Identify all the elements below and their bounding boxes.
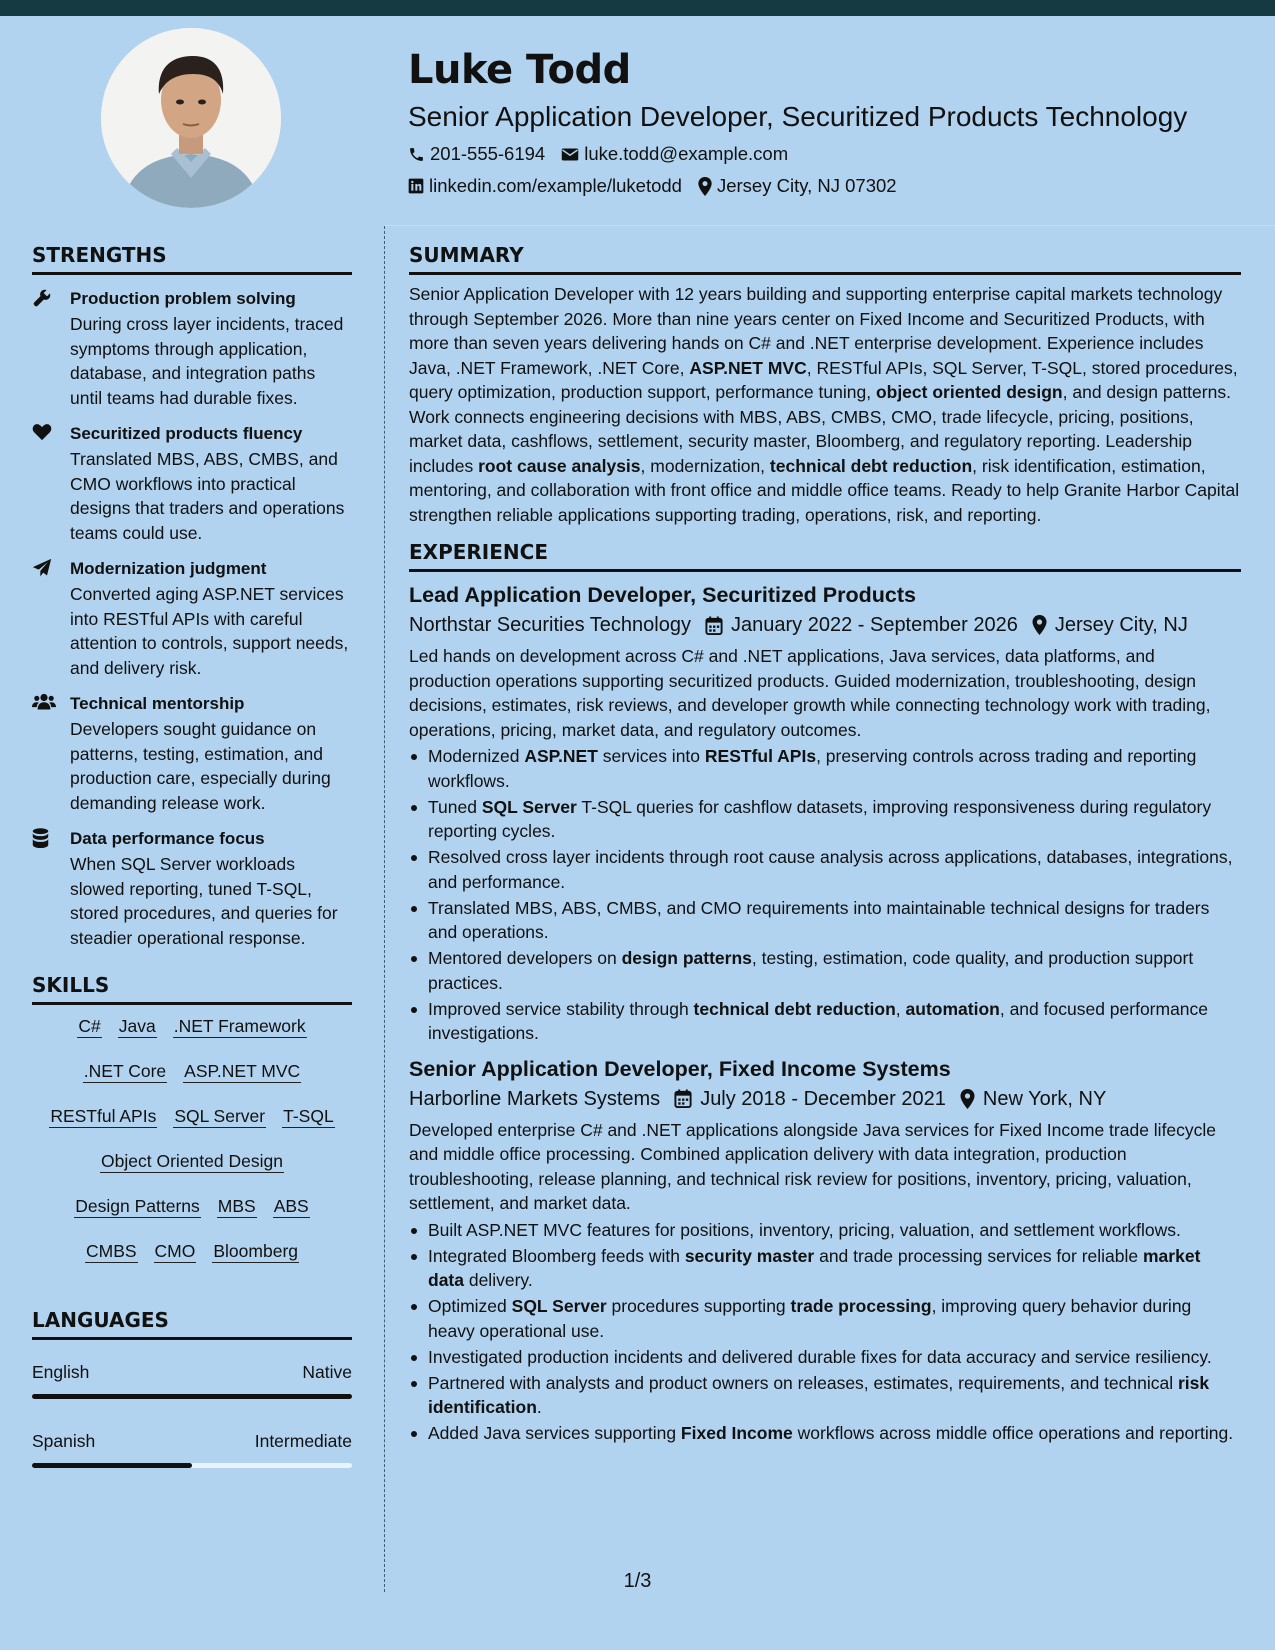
- strength-description: During cross layer incidents, traced symptoms through application, database, and integration paths until teams had durable fixes.: [70, 314, 344, 408]
- map-marker-icon: [960, 1089, 975, 1109]
- job-dates: [705, 610, 1018, 640]
- page-number: 1/3: [623, 1570, 652, 1592]
- phone-icon: [408, 146, 425, 163]
- resume-header: [408, 40, 1248, 202]
- job-location: [960, 1084, 1106, 1114]
- skill-row: [32, 1185, 352, 1230]
- strength-title: Technical mentorship: [70, 694, 245, 713]
- experience-heading: EXPERIENCE: [409, 537, 1241, 572]
- paper-plane-icon: [32, 558, 52, 578]
- skill-row: [32, 1095, 352, 1140]
- skill-chip: MBS: [217, 1196, 256, 1216]
- skill-chip: C#: [78, 1016, 101, 1036]
- language-row: [32, 1360, 352, 1384]
- phone-contact[interactable]: [408, 143, 545, 165]
- job-bullets: [409, 1218, 1241, 1446]
- job-bullets: [409, 744, 1241, 1046]
- language-name: English: [32, 1362, 90, 1382]
- language-proficiency-bar: [32, 1463, 352, 1468]
- skill-chip: Design Patterns: [75, 1196, 200, 1216]
- language-proficiency-fill: [32, 1394, 352, 1399]
- skill-row: [32, 1140, 352, 1185]
- job-title: Lead Application Developer, Securitized Products: [409, 583, 916, 607]
- phone-text: 201-555-6194: [430, 143, 546, 164]
- strength-title: Modernization judgment: [70, 559, 267, 578]
- skills-heading: SKILLS: [32, 970, 352, 1005]
- email-text: luke.todd@example.com: [584, 143, 789, 164]
- envelope-icon: [561, 147, 579, 162]
- skill-chip: ASP.NET MVC: [184, 1061, 301, 1081]
- users-icon: [32, 693, 56, 710]
- job-bullet: Built ASP.NET MVC features for positions, inventory, pricing, valuation, and settlement workflows.: [409, 1218, 1241, 1243]
- skill-chip: ABS: [273, 1196, 309, 1216]
- strength-item: [32, 691, 352, 815]
- database-icon: [32, 828, 49, 848]
- job-bullet: Optimized SQL Server procedures supporting trade processing, improving query behavior during heavy operational use.: [409, 1294, 1241, 1343]
- job-entry: [409, 1054, 1241, 1446]
- language-proficiency-fill: [32, 1463, 192, 1468]
- job-bullet: Translated MBS, ABS, CMBS, and CMO requirements into maintainable technical designs for traders and operations.: [409, 896, 1241, 945]
- summary-text: Senior Application Developer with 12 years building and supporting enterprise capital markets technology through September 2026. More than nine years center on Fixed Income and Securitized Products, with more than seven years delivering hands on C# and .NET enterprise development. Experience includes Java, .NET Framework, .NET Core, ASP.NET MVC, RESTful APIs, SQL Server, T-SQL, stored procedures, query optimization, production support, performance tuning, object oriented design, and design patterns. Work connects engineering decisions with MBS, ABS, CMBS, CMO, trade lifecycle, pricing, positions, market data, cashflows, settlement, security master, Bloomberg, and regulatory reporting. Leadership includes root cause analysis, modernization, technical debt reduction, risk identification, estimation, mentoring, and collaboration with front office and middle office teams. Ready to help Granite Harbor Capital strengthen reliable applications supporting trading, operations, risk, and reporting.: [409, 284, 1240, 525]
- job-meta: [409, 1084, 1241, 1114]
- skill-chip: Java: [118, 1016, 156, 1036]
- skill-row: [32, 1230, 352, 1275]
- strengths-heading: STRENGTHS: [32, 240, 352, 275]
- languages-heading: LANGUAGES: [32, 1305, 352, 1340]
- language-row: [32, 1429, 352, 1453]
- wrench-icon: [32, 288, 52, 308]
- skill-chip: CMBS: [85, 1241, 137, 1261]
- skill-chip: RESTful APIs: [50, 1106, 157, 1126]
- column-divider: [384, 226, 385, 1592]
- location-text: Jersey City, NJ 07302: [716, 175, 897, 196]
- language-level: Intermediate: [254, 1431, 352, 1451]
- skills-list: [32, 1005, 352, 1275]
- job-company: Harborline Markets Systems: [409, 1087, 661, 1110]
- strength-description: When SQL Server workloads slowed reporting, tuned T-SQL, stored procedures, and queries for steadier operational response.: [70, 854, 338, 948]
- language-proficiency-bar: [32, 1394, 352, 1399]
- strength-item: [32, 286, 352, 410]
- job-title: Senior Application Developer, Fixed Income Systems: [409, 1056, 951, 1081]
- calendar-icon: [674, 1089, 692, 1108]
- job-summary: Developed enterprise C# and .NET applications alongside Java services for Fixed Income trade lifecycle and middle office processing. Combined application delivery with data integration, production troubleshooting, release planning, and technical risk review for positions, inventory, pricing, valuation, settlement, and market data.: [409, 1119, 1217, 1213]
- job-bullet: Investigated production incidents and delivered durable fixes for data accuracy and service resiliency.: [409, 1345, 1241, 1370]
- email-contact[interactable]: [561, 143, 788, 165]
- job-bullet: Tuned SQL Server T-SQL queries for cashflow datasets, improving responsiveness during regulatory reporting cycles.: [409, 795, 1241, 844]
- job-bullet: Improved service stability through technical debt reduction, automation, and focused performance investigations.: [409, 997, 1241, 1046]
- linkedin-icon: [408, 178, 424, 194]
- skill-chip: T-SQL: [283, 1106, 334, 1126]
- map-marker-icon: [1032, 615, 1047, 635]
- candidate-name: Luke Todd: [408, 47, 631, 93]
- top-accent-bar: [0, 0, 1275, 16]
- right-column: [409, 240, 1241, 1447]
- linkedin-text: linkedin.com/example/luketodd: [429, 175, 682, 196]
- job-bullet: Partnered with analysts and product owners on releases, estimates, requirements, and technical risk identification.: [409, 1371, 1241, 1420]
- job-bullet: Mentored developers on design patterns, testing, estimation, code quality, and production support practices.: [409, 946, 1241, 995]
- job-dates: [674, 1084, 946, 1114]
- candidate-title: Senior Application Developer, Securitized Products Technology: [408, 101, 1188, 132]
- skill-chip: CMO: [154, 1241, 196, 1261]
- header-divider: [384, 225, 1275, 226]
- job-dates-text: January 2022 - September 2026: [731, 614, 1018, 636]
- location-contact: [698, 175, 897, 197]
- skill-row: [32, 1050, 352, 1095]
- languages-list: [32, 1360, 352, 1468]
- strength-item: [32, 421, 352, 545]
- job-bullet: Resolved cross layer incidents through root cause analysis across applications, databases, integrations, and performance.: [409, 845, 1241, 894]
- contact-row-2: [408, 170, 1248, 202]
- job-bullet: Modernized ASP.NET services into RESTful APIs, preserving controls across trading and reporting workflows.: [409, 744, 1241, 793]
- skill-row: [32, 1005, 352, 1050]
- job-bullet: Added Java services supporting Fixed Income workflows across middle office operations and reporting.: [409, 1421, 1241, 1446]
- map-marker-icon: [698, 177, 712, 196]
- job-company: Northstar Securities Technology: [409, 614, 691, 636]
- job-summary: Led hands on development across C# and .NET applications, Java services, data platforms, and production operations supporting securitized products. Guided modernization, troubleshooting, design decisions, estimates, risk reviews, and developer growth while connecting technology work with trading, operations, pricing, market data, and regulatory outcomes.: [409, 646, 1211, 740]
- skill-chip: SQL Server: [174, 1106, 266, 1126]
- contact-row-1: [408, 138, 1248, 170]
- job-location-text: Jersey City, NJ: [1054, 614, 1188, 636]
- strength-description: Translated MBS, ABS, CMBS, and CMO workflows into practical designs that traders and operations teams could use.: [70, 449, 345, 543]
- left-column: [32, 240, 352, 1468]
- strength-description: Developers sought guidance on patterns, testing, estimation, and production care, especially during demanding release work.: [70, 719, 331, 813]
- calendar-icon: [705, 616, 723, 635]
- language-level: Native: [302, 1362, 352, 1382]
- strength-title: Data performance focus: [70, 829, 265, 848]
- skill-chip: .NET Framework: [173, 1016, 306, 1036]
- language-name: Spanish: [32, 1431, 96, 1451]
- job-dates-text: July 2018 - December 2021: [700, 1087, 946, 1110]
- skill-chip: Bloomberg: [213, 1241, 299, 1261]
- strength-description: Converted aging ASP.NET services into RESTful APIs with careful attention to controls, support needs, and delivery risk.: [70, 584, 349, 678]
- strength-title: Production problem solving: [70, 289, 296, 308]
- strength-item: [32, 556, 352, 680]
- linkedin-contact[interactable]: [408, 175, 682, 197]
- job-location-text: New York, NY: [982, 1087, 1107, 1110]
- profile-photo: [101, 28, 281, 208]
- job-entry: [409, 580, 1241, 1046]
- skill-chip: Object Oriented Design: [101, 1151, 283, 1171]
- strength-item: [32, 826, 352, 950]
- skill-chip: .NET Core: [83, 1061, 167, 1081]
- summary-heading: SUMMARY: [409, 240, 1241, 275]
- heart-icon: [32, 423, 52, 441]
- job-bullet: Integrated Bloomberg feeds with security master and trade processing services for reliable market data delivery.: [409, 1244, 1241, 1293]
- job-meta: [409, 610, 1241, 640]
- strength-title: Securitized products fluency: [70, 424, 303, 443]
- job-location: [1032, 610, 1188, 640]
